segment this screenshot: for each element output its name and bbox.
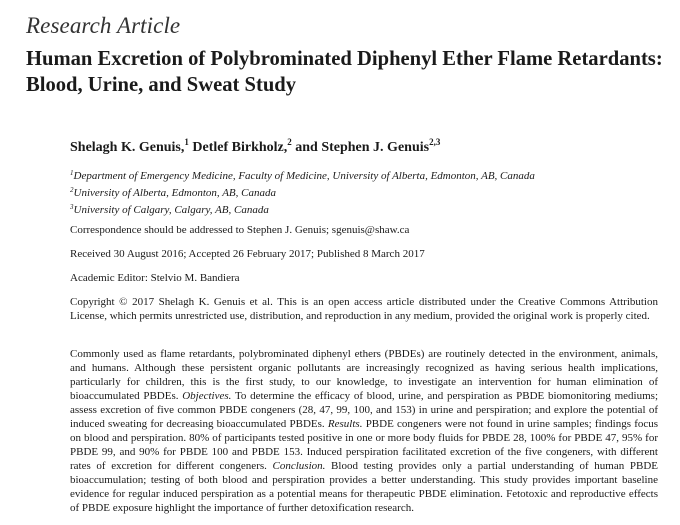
abstract (70, 347, 658, 515)
copyright-notice: Copyright © 2017 Shelagh K. Genuis et al. This is an open access article distributed under the Creative Commons Attribution License, which permits unrestricted use, distribution, and reproduction in any medium, provided the original work is properly cited. (70, 296, 658, 322)
abstract-conclusion: Blood testing provides only a partial understanding of human PBDE bioaccumulation; testing of both blood and perspiration provides a better understanding. This study provides important baseline evidence for regular induced perspiration as a potential means for therapeutic PBDE elimination. Fetotoxic and reproductive effects of PBDE exposure highlight the importance of further detoxification research. (70, 460, 658, 514)
abstract-intro: Commonly used as flame retardants, polybrominated diphenyl ethers (PBDEs) are routinely detected in the environment, animals, and humans. Although these persistent organic pollutants are increasingly recognized as having serious health implications, particularly for children, this is the first study, to our knowledge, to investigate an intervention for human elimination of bioaccumulated PBDEs. (70, 348, 658, 402)
affiliation-marker: 3 (70, 203, 74, 211)
affiliation-item (70, 200, 658, 217)
article-title: Human Excretion of Polybrominated Diphenyl Ether Flame Retardants: Blood, Urine, and Sweat Study (26, 48, 663, 96)
abstract-results-label: Results. (327, 418, 363, 430)
author-affiliation-marker: 1 (184, 137, 189, 147)
academic-editor: Academic Editor: Stelvio M. Bandiera (70, 272, 240, 284)
affiliation-text: Department of Emergency Medicine, Faculty of Medicine, University of Alberta, Edmonton, AB, Canada (73, 170, 535, 182)
article-type-label: Research Article (26, 13, 181, 38)
affiliation-text: University of Alberta, Edmonton, AB, Canada (73, 187, 276, 199)
abstract-objectives-label: Objectives. (182, 390, 232, 402)
affiliation-item (70, 183, 658, 200)
affiliation-text: University of Calgary, Calgary, AB, Canada (73, 204, 269, 216)
author-name: and Stephen J. Genuis (295, 140, 430, 155)
author-name: Shelagh K. Genuis, (70, 140, 185, 155)
author-affiliation-marker: 2,3 (429, 137, 441, 147)
correspondence-line: Correspondence should be addressed to Stephen J. Genuis; sgenuis@shaw.ca (70, 224, 410, 236)
abstract-objectives: To determine the efficacy of blood, urine, and perspiration as PBDE biomonitoring mediums; assess excretion of five common PBDE congeners (28, 47, 99, 100, and 153) in urine and perspiration; and explore the potential of induced sweating for decreasing bioaccumulated PBDEs. (70, 390, 659, 430)
publication-dates: Received 30 August 2016; Accepted 26 February 2017; Published 8 March 2017 (70, 248, 425, 260)
author-name: Detlef Birkholz, (192, 140, 288, 155)
affiliation-marker: 1 (70, 169, 74, 177)
affiliation-list (70, 166, 658, 217)
affiliation-item (70, 166, 658, 183)
author-list (70, 137, 440, 156)
affiliation-marker: 2 (70, 186, 74, 194)
abstract-results: PBDE congeners were not found in urine samples; findings focus on blood and perspiration. 80% of participants tested positive in one or more body fluids for PBDE 28, 100% for PBDE 47, 95% for PBDE 99, and 90% for PBDE 100 and PBDE 153. Induced perspiration facilitated excretion of the five congeners, with different rates of excretion for different congeners. (70, 418, 659, 472)
author-affiliation-marker: 2 (287, 137, 292, 147)
abstract-conclusion-label: Conclusion. (272, 460, 326, 472)
